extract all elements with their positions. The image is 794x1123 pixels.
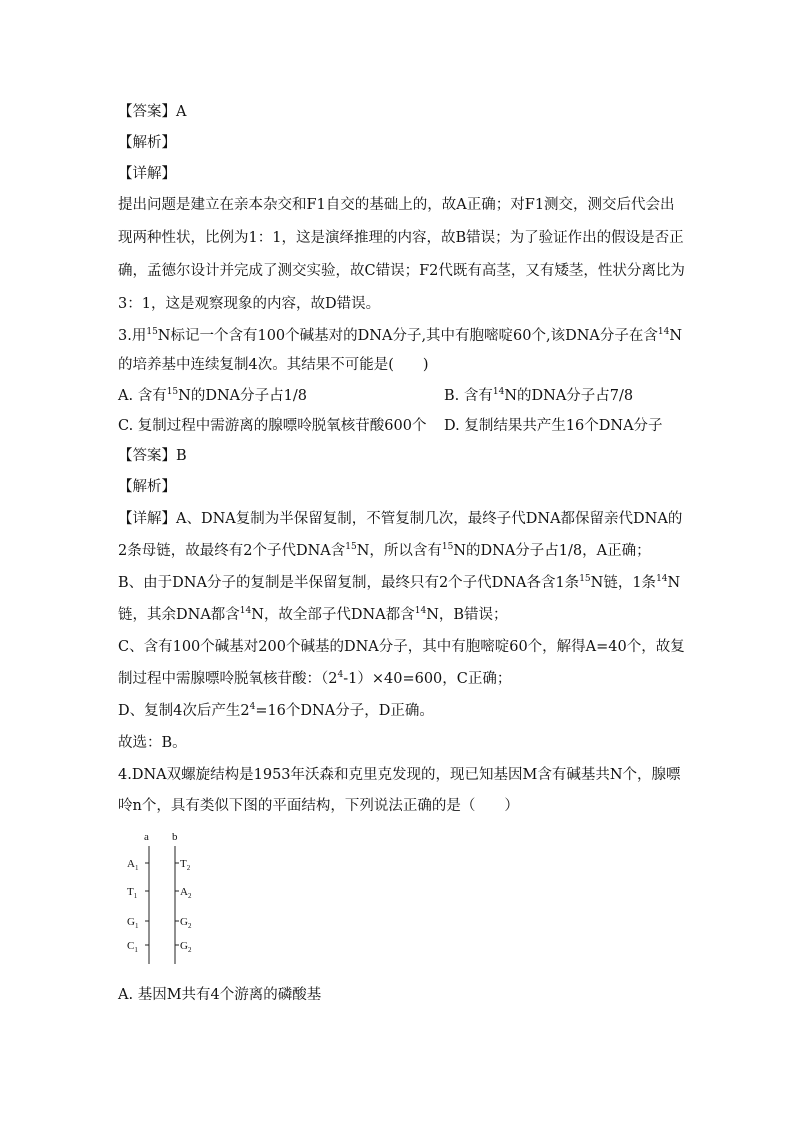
- question-3-stem: [118, 326, 682, 346]
- stem-text: N标记一个含有100个碱基对的DNA分子,其中有胞嘧啶60个,该DNA分子在含: [157, 328, 658, 344]
- option-text: N的DNA分子占1/8: [178, 388, 307, 404]
- detail-text: B、由于DNA分子的复制是半保留复制，最终只有2个子代DNA各含1条: [118, 575, 580, 591]
- base-label: $T_1$: [127, 886, 138, 900]
- detail-text: 链，其余DNA都含: [118, 607, 240, 623]
- option-text: A. 含有: [118, 388, 167, 404]
- detail-text: =16个DNA分子，D正确。: [255, 703, 434, 719]
- strand-a-label: a: [144, 831, 149, 843]
- exponent-superscript: 4: [337, 670, 344, 680]
- question-3-stem-line2: 的培养基中连续复制4次。其结果不可能是( ): [118, 357, 429, 373]
- analysis-label-q2: 【解析】: [118, 135, 176, 151]
- detail-text: -1）×40=600，C正确；: [343, 671, 512, 687]
- detail-line: [118, 573, 680, 593]
- base-label: $C_1$: [127, 940, 138, 954]
- explanation-line: 确，孟德尔设计并完成了测交实验，故C错误；F2代既有高茎，又有矮茎，性状分离比为: [118, 263, 685, 279]
- analysis-label-q3: 【解析】: [118, 479, 176, 495]
- option-b: [444, 386, 633, 406]
- answer-label-q2: 【答案】A: [118, 104, 187, 120]
- detail-label-q2: 【详解】: [118, 166, 176, 182]
- isotope-superscript: 15: [345, 542, 357, 552]
- strand-b-label: b: [172, 831, 178, 843]
- detail-line: [118, 669, 511, 689]
- isotope-superscript: 15: [579, 574, 591, 584]
- detail-line: [118, 541, 651, 561]
- base-label: $T_2$: [180, 858, 191, 872]
- option-text: N的DNA分子占7/8: [504, 388, 634, 404]
- explanation-line: 现两种性状，比例为1：1，这是演绎推理的内容，故B错误；为了验证作出的假设是否正: [118, 230, 684, 246]
- isotope-superscript: 15: [441, 542, 454, 552]
- question-4-option-a: A. 基因M共有4个游离的磷酸基: [118, 987, 322, 1003]
- isotope-superscript: 14: [656, 574, 668, 584]
- detail-text: 制过程中需腺嘌呤脱氧核苷酸：（2: [118, 671, 338, 687]
- choose-line: 故选：B。: [118, 735, 187, 751]
- detail-line: [118, 701, 434, 721]
- isotope-superscript: 14: [414, 606, 427, 616]
- detail-text: N的DNA分子占1/8，A正确；: [453, 543, 651, 559]
- isotope-superscript: 14: [657, 327, 670, 337]
- detail-text: N，所以含有: [356, 543, 442, 559]
- question-4-stem-line2: 呤n个，具有类似下图的平面结构，下列说法正确的是（ ）: [118, 798, 519, 814]
- detail-line: [118, 605, 508, 625]
- isotope-superscript: 15: [146, 327, 158, 337]
- option-d: D. 复制结果共产生16个DNA分子: [444, 418, 663, 434]
- detail-text: N: [667, 575, 681, 591]
- detail-text: N，B错误；: [426, 607, 508, 623]
- exponent-superscript: 4: [249, 702, 256, 712]
- base-label: $G_1$: [127, 916, 139, 930]
- isotope-superscript: 15: [166, 387, 179, 397]
- base-label: $A_1$: [127, 858, 139, 872]
- stem-text: 3.用: [118, 328, 147, 344]
- explanation-line: 3：1，这是观察现象的内容，故D错误。: [118, 296, 381, 312]
- dna-strand-diagram: [122, 828, 202, 968]
- isotope-superscript: 14: [239, 606, 252, 616]
- isotope-superscript: 14: [492, 387, 505, 397]
- detail-text: N，故全部子代DNA都含: [251, 607, 415, 623]
- detail-text: N链，1条: [590, 575, 657, 591]
- detail-line: 【详解】A、DNA复制为半保留复制，不管复制几次，最终子代DNA都保留亲代DNA的: [118, 511, 683, 527]
- question-4-stem: 4.DNA双螺旋结构是1953年沃森和克里克发现的，现已知基因M含有碱基共N个，腺嘌: [118, 767, 681, 783]
- answer-label-q3: 【答案】B: [118, 448, 187, 464]
- base-label: $G_2$: [180, 940, 192, 954]
- detail-text: D、复制4次后产生2: [118, 703, 250, 719]
- option-c: C. 复制过程中需游离的腺嘌呤脱氧核苷酸600个: [118, 418, 427, 434]
- option-a: [118, 386, 307, 406]
- stem-text: N: [669, 328, 683, 344]
- detail-text: 2条母链，故最终有2个子代DNA含: [118, 543, 346, 559]
- base-label: $G_2$: [180, 916, 192, 930]
- base-label: $A_2$: [180, 886, 192, 900]
- option-text: B. 含有: [444, 388, 493, 404]
- detail-line: C、含有100个碱基对200个碱基的DNA分子，其中有胞嘧啶60个，解得A=40个，故复: [118, 639, 685, 655]
- explanation-line: 提出问题是建立在亲本杂交和F1自交的基础上的，故A正确；对F1测交，测交后代会出: [118, 197, 675, 213]
